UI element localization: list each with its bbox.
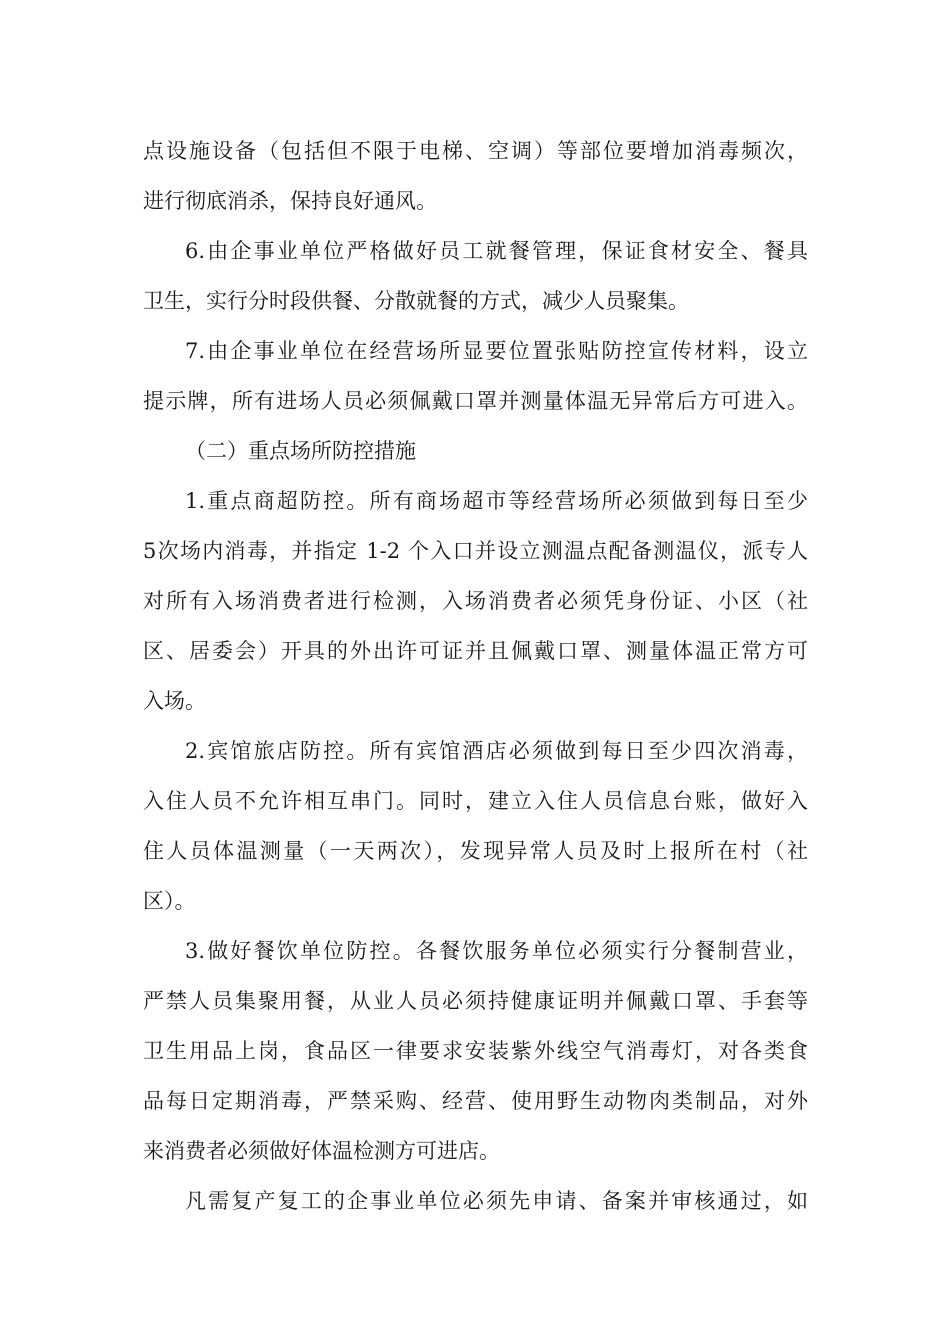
text-line: 3.做好餐饮单位防控。各餐饮服务单位必须实行分餐制营业， xyxy=(185,939,808,963)
text-line: 对所有入场消费者进行检测，入场消费者必须凭身份证、小区（社 xyxy=(143,589,808,613)
section-heading: （二）重点场所防控措施 xyxy=(185,439,416,463)
text-line: 品每日定期消毒，严禁采购、经营、使用野生动物肉类制品，对外 xyxy=(143,1089,808,1113)
text-line: 严禁人员集聚用餐，从业人员必须持健康证明并佩戴口罩、手套等 xyxy=(143,989,808,1013)
text-line: 区）。 xyxy=(143,889,196,913)
text-line: 1.重点商超防控。所有商场超市等经营场所必须做到每日至少 xyxy=(185,489,808,513)
text-line: 进行彻底消杀，保持良好通风。 xyxy=(143,189,437,213)
text-line: 凡需复产复工的企事业单位必须先申请、备案并审核通过，如 xyxy=(185,1189,808,1213)
text-line: 卫生用品上岗，食品区一律要求安装紫外线空气消毒灯，对各类食 xyxy=(143,1039,808,1063)
text-line: 区、居委会）开具的外出许可证并且佩戴口罩、测量体温正常方可 xyxy=(143,639,808,663)
text-line: 住人员体温测量（一天两次），发现异常人员及时上报所在村（社 xyxy=(143,839,808,863)
text-line: 6.由企事业单位严格做好员工就餐管理，保证食材安全、餐具 xyxy=(185,239,808,263)
text-line: 7.由企事业单位在经营场所显要位置张贴防控宣传材料，设立 xyxy=(185,339,808,363)
text-line: 来消费者必须做好体温检测方可进店。 xyxy=(143,1139,500,1163)
text-line: 入场。 xyxy=(143,689,206,713)
text-line: 提示牌，所有进场人员必须佩戴口罩并测量体温无异常后方可进入。 xyxy=(143,389,808,413)
text-line: 5次场内消毒，并指定 1-2 个入口并设立测温点配备测温仪，派专人 xyxy=(143,539,808,563)
text-line: 入住人员不允许相互串门。同时，建立入住人员信息台账，做好入 xyxy=(143,789,808,813)
text-line: 2.宾馆旅店防控。所有宾馆酒店必须做到每日至少四次消毒， xyxy=(185,739,808,763)
text-line: 点设施设备（包括但不限于电梯、空调）等部位要增加消毒频次， xyxy=(143,139,808,163)
text-line: 卫生，实行分时段供餐、分散就餐的方式，减少人员聚集。 xyxy=(143,289,689,313)
